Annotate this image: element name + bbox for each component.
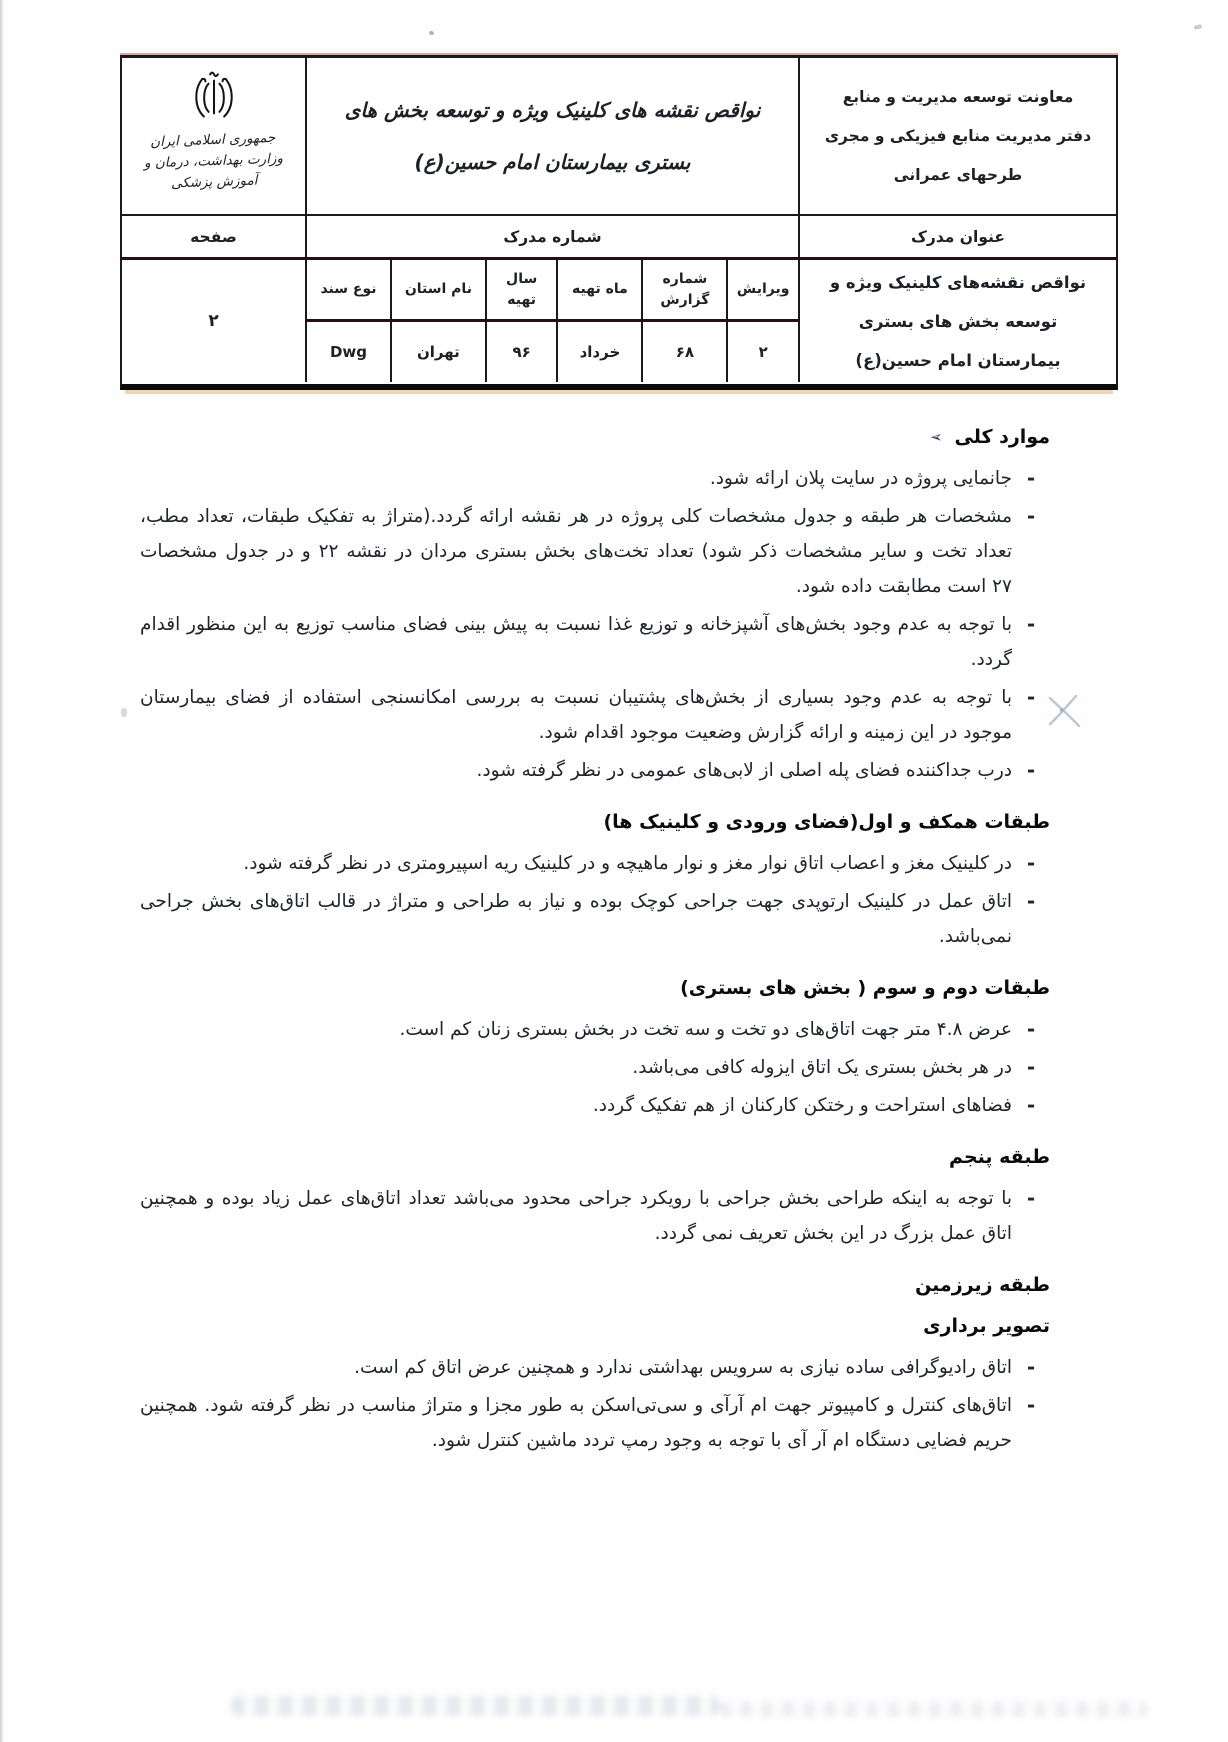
organization-line: طرحهای عمرانی xyxy=(893,165,1023,184)
scan-speck xyxy=(1194,24,1203,30)
doc-title-label: عنوان مدرک xyxy=(911,227,1005,246)
emblem-cell xyxy=(122,58,305,214)
scan-speck xyxy=(428,30,434,35)
bullet-text xyxy=(140,846,1012,881)
bullet-dash-marker: - xyxy=(1026,1093,1036,1117)
doc-title-line: بیمارستان امام حسین(ع) xyxy=(855,350,1061,370)
bullet-item xyxy=(140,461,1050,496)
bullet-dash-marker: - xyxy=(1026,758,1036,782)
document-title-cell xyxy=(305,58,800,214)
doc-number-column xyxy=(641,260,726,382)
section-heading xyxy=(140,1309,1050,1344)
document-title-line: نواقص نقشه های کلینیک ویژه و توسعه بخش های xyxy=(344,98,761,122)
section-heading-text: طبقات دوم و سوم ( بخش های بستری) xyxy=(680,977,1050,999)
bullet-item xyxy=(140,499,1050,604)
scan-speck xyxy=(121,708,127,717)
doc-title-line: توسعه بخش های بستری xyxy=(858,311,1058,331)
bullet-text-line: با توجه به اینکه طراحی بخش جراحی با رویکرد جراحی محدود می‌باشد تعداد اتاق‌های عمل زیاد بوده و همچنین xyxy=(140,1188,1012,1209)
doc-number-column xyxy=(390,260,485,382)
bullet-item xyxy=(140,846,1050,881)
bullet-text xyxy=(140,753,1012,788)
bullet-text xyxy=(140,461,1012,496)
bullet-text-line: اتاق رادیوگرافی ساده نیازی به سرویس بهداشتی ندارد و همچنین عرض اتاق کم است. xyxy=(354,1357,1012,1378)
bullet-text xyxy=(140,884,1012,954)
emblem-caption-line: وزارت بهداشت، درمان و آموزش پزشکی xyxy=(143,150,284,192)
bullet-dash-marker: - xyxy=(1026,612,1036,636)
doc-number-columns xyxy=(307,260,798,382)
organization-line: معاونت توسعه مدیریت و منابع xyxy=(842,87,1074,106)
section-heading-text: طبقه زیرزمین xyxy=(915,1274,1050,1296)
doc-field-label: سال تهیه xyxy=(487,260,557,322)
organization-cell xyxy=(800,58,1116,214)
bullet-text xyxy=(140,1088,1012,1123)
bullet-dash-marker: - xyxy=(1026,1017,1036,1041)
bullet-text xyxy=(140,1181,1012,1251)
bullet-dash-marker: - xyxy=(1026,851,1036,875)
header-row-labels xyxy=(122,216,1116,260)
page-number-value: ۲ xyxy=(208,311,219,331)
bullet-text xyxy=(140,1012,1012,1047)
document-section xyxy=(140,1268,1050,1303)
doc-field-value: خرداد xyxy=(579,343,621,361)
doc-title-value-cell xyxy=(800,260,1116,382)
section-heading xyxy=(140,1140,1050,1175)
doc-number-column xyxy=(307,260,390,382)
bullet-text-line: عرض ۴.۸ متر جهت اتاق‌های دو تخت و سه تخت در بخش بستری زنان کم است. xyxy=(399,1019,1012,1040)
document-section xyxy=(140,805,1050,954)
emblem-caption-line: جمهوری اسلامی ایران xyxy=(149,129,276,151)
section-heading xyxy=(140,805,1050,840)
doc-field-value: ۶۸ xyxy=(675,343,695,361)
doc-number-column xyxy=(556,260,641,382)
doc-field-value: ۹۶ xyxy=(512,343,531,361)
bullet-text-line: درب جداکننده فضای پله اصلی از لابی‌های عمومی در نظر گرفته شود. xyxy=(476,760,1012,781)
bullet-dash-marker: - xyxy=(1026,889,1036,913)
bullet-text xyxy=(140,1350,1012,1385)
section-heading-text: تصویر برداری xyxy=(923,1315,1050,1337)
bullet-text-line: گردد. xyxy=(970,649,1012,670)
scan-edge-artifact xyxy=(0,0,4,1742)
bullet-dash-marker: - xyxy=(1026,1186,1036,1210)
bullet-text-line: در کلینیک مغز و اعصاب اتاق نوار مغز و نوار ماهیچه و در کلینیک ریه اسپیرومتری در نظر گرفته شود. xyxy=(243,853,1012,874)
doc-number-label: شماره مدرک xyxy=(305,216,800,257)
doc-number-column xyxy=(485,260,557,382)
bullet-text-line: فضاهای استراحت و رختکن کارکنان از هم تفکیک گردد. xyxy=(592,1095,1012,1116)
bullet-item xyxy=(140,607,1050,677)
doc-field-label: ویرایش xyxy=(728,260,798,322)
bullet-text-line: اتاق عمل در کلینیک ارتوپدی جهت جراحی کوچک بوده و نیاز به طراحی و متراژ در قالب اتاق‌های بخش جراحی xyxy=(140,891,1012,912)
doc-field-label: نوع سند xyxy=(307,260,390,322)
body-sections xyxy=(140,420,1050,1461)
section-heading-text: موارد کلی xyxy=(954,426,1050,448)
bullet-text xyxy=(140,499,1012,604)
bullet-text-line: با توجه به عدم وجود بخش‌های آشپزخانه و توزیع غذا نسبت به پیش بینی فضای مناسب توزیع به این منظور اقدام xyxy=(140,614,1012,635)
section-heading xyxy=(140,420,1050,455)
bullet-dash-marker: - xyxy=(1026,504,1036,528)
document-section xyxy=(140,1309,1050,1458)
section-heading-text: طبقه پنجم xyxy=(949,1146,1050,1168)
bullet-dash-marker: - xyxy=(1026,1355,1036,1379)
doc-title-line: نواقص نقشه‌های کلینیک ویژه و xyxy=(829,272,1087,292)
document-section xyxy=(140,971,1050,1123)
doc-number-subtable xyxy=(305,260,800,382)
bullet-text-line: نمی‌باشد. xyxy=(938,926,1012,947)
ink-bleed-artifact xyxy=(150,1688,1168,1726)
bullet-item xyxy=(140,1050,1050,1085)
iran-national-emblem-icon xyxy=(189,68,239,126)
section-heading-text: طبقات همکف و اول(فضای ورودی و کلینیک ها) xyxy=(603,811,1050,833)
document-section xyxy=(140,1140,1050,1251)
header-row-top xyxy=(122,58,1116,216)
header-row-details xyxy=(122,260,1116,382)
handwritten-x-annotation xyxy=(1046,692,1082,730)
bullet-text-line: ۲۷ است مطابقت داده شود. xyxy=(795,576,1012,597)
document-title-line: بستری بیمارستان امام حسین(ع) xyxy=(414,150,691,174)
bullet-item xyxy=(140,753,1050,788)
doc-field-value: ۲ xyxy=(758,343,768,361)
section-arrow-icon: ➢ xyxy=(929,428,943,446)
bullet-dash-marker: - xyxy=(1026,685,1036,709)
bullet-item xyxy=(140,1012,1050,1047)
bullet-text-line: موجود در این زمینه و ارائه گزارش وضعیت موجود اقدام شود. xyxy=(538,722,1012,743)
bullet-text-line: حریم فضایی دستگاه ام آر آی با توجه به وجود رمپ تردد ماشین کنترل شود. xyxy=(431,1430,1012,1451)
bullet-item xyxy=(140,884,1050,954)
bullet-text-line: در هر بخش بستری یک اتاق ایزوله کافی می‌باشد. xyxy=(632,1057,1012,1078)
bullet-text-line: با توجه به عدم وجود بسیاری از بخش‌های پشتیبان نسبت به بررسی امکانسنجی استفاده از فضای بیمارستان xyxy=(140,687,1012,708)
bullet-text-line: اتاق عمل بزرگ در این بخش تعریف نمی گردد. xyxy=(654,1223,1012,1244)
bullet-text-line: اتاق‌های کنترل و کامپیوتر جهت ام آرآی و سی‌تی‌اسکن به طور مجزا و متراژ مناسب در نظر گرفته شود. همچنین xyxy=(140,1395,1012,1416)
bullet-dash-marker: - xyxy=(1026,466,1036,490)
document-header-table xyxy=(120,55,1118,390)
bullet-text-line: مشخصات هر طبقه و جدول مشخصات کلی پروژه در هر نقشه ارائه گردد.(متراژ به تفکیک طبقات، تعداد مطب، xyxy=(140,506,1012,527)
bullet-text xyxy=(140,1388,1012,1458)
bullet-text-line: تعداد تخت و سایر مشخصات ذکر شود) تعداد تخت‌های بخش بستری مردان در نقشه ۲۲ و در جدول مشخصات xyxy=(140,541,1013,562)
bullet-item xyxy=(140,1181,1050,1251)
doc-field-label: ماه تهیه xyxy=(558,260,641,322)
section-heading xyxy=(140,971,1050,1006)
bullet-text xyxy=(140,1050,1012,1085)
organization-line: دفتر مدیریت منابع فیزیکی و مجری xyxy=(824,126,1092,145)
bullet-item xyxy=(140,1350,1050,1385)
bullet-text-line: جانمایی پروژه در سایت پلان ارائه شود. xyxy=(709,468,1012,489)
doc-field-value: تهران xyxy=(416,343,460,361)
doc-field-label: نام استان xyxy=(392,260,485,322)
bullet-dash-marker: - xyxy=(1026,1393,1036,1417)
emblem-caption xyxy=(121,127,306,196)
bullet-dash-marker: - xyxy=(1026,1055,1036,1079)
doc-number-column xyxy=(726,260,798,382)
bullet-text xyxy=(140,680,1012,750)
document-section xyxy=(140,420,1050,788)
bullet-item xyxy=(140,680,1050,750)
page-label: صفحه xyxy=(190,227,237,246)
bullet-item xyxy=(140,1088,1050,1123)
bullet-item xyxy=(140,1388,1050,1458)
doc-field-label: شماره گزارش xyxy=(643,260,726,322)
doc-field-value: Dwg xyxy=(329,343,367,361)
section-heading xyxy=(140,1268,1050,1303)
bullet-text xyxy=(140,607,1012,677)
